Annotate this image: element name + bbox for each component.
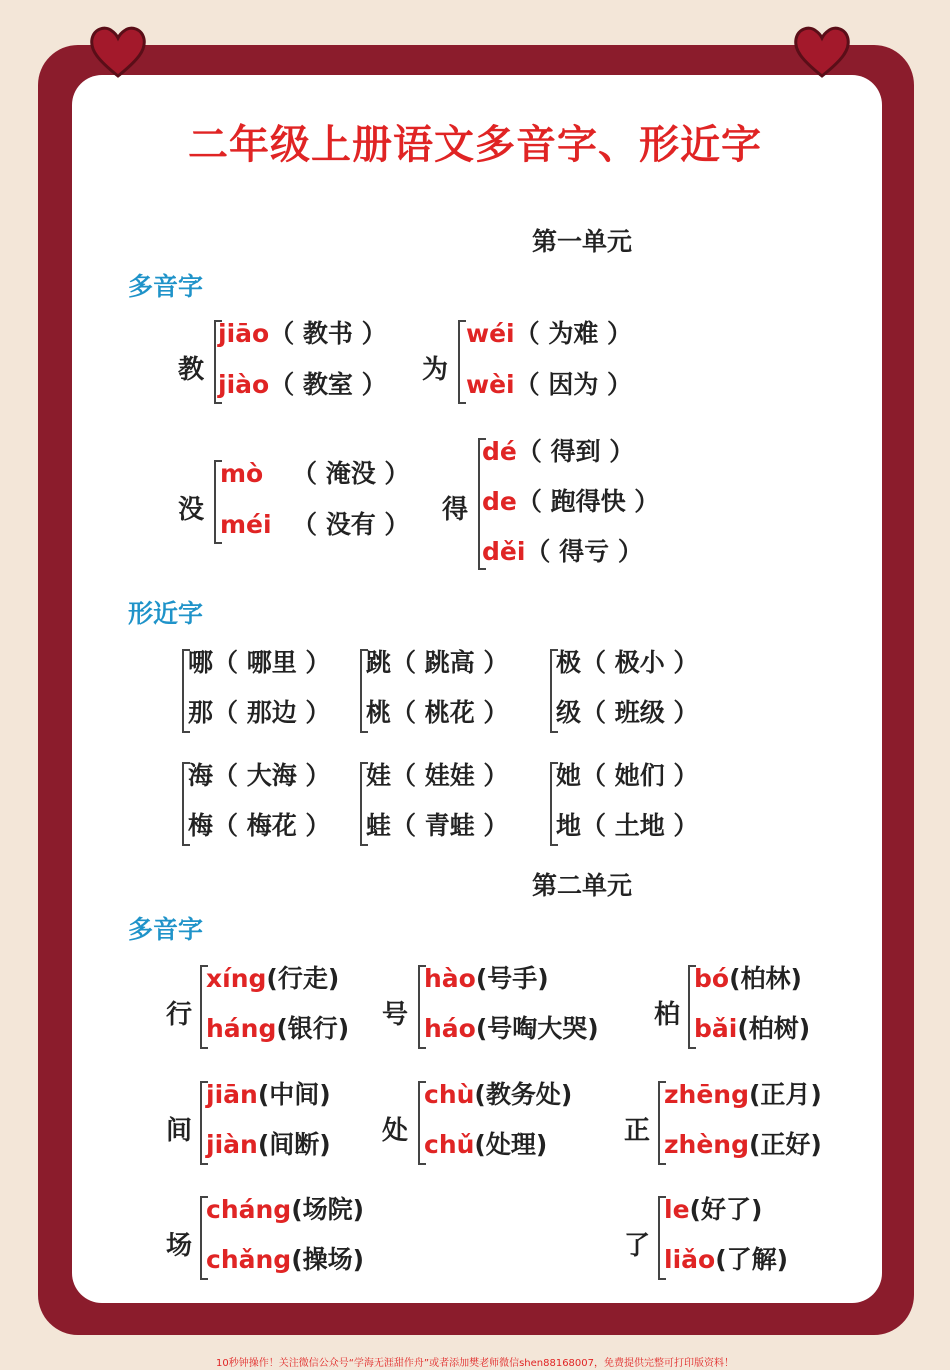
example-word: （ 教书 ） [269,319,387,348]
reading-row [424,963,549,995]
example-word: (操场) [291,1245,365,1274]
example-word: (了解) [715,1245,789,1274]
similar-row: 海（ 大海 ） [188,761,331,790]
example-word: (中间) [257,1080,331,1109]
polyphone-char: 号 [382,1000,409,1030]
polyphone-char: 场 [166,1231,193,1261]
reading-row [664,1129,822,1161]
example-word: (正好) [749,1130,822,1159]
pinyin: wéi [466,319,515,348]
example-word: (银行) [276,1014,350,1043]
example-word: （ 为难 ） [514,319,633,348]
pinyin: jiāo [218,319,270,348]
reading-row [206,1079,331,1111]
polyphone-char: 得 [442,495,469,525]
pinyin: de [482,487,517,516]
reading-row [206,1013,349,1045]
example-word: (柏林) [729,964,802,993]
reading-row [482,536,643,568]
example-word: (场院) [291,1195,365,1224]
similar-row: 跳（ 跳高 ） [366,648,509,677]
example-word: （ 淹没 ） [292,459,410,488]
reading-row [206,1244,364,1276]
pinyin: wèi [466,370,515,399]
reading-row [664,1079,822,1111]
pinyin: zhēng [664,1080,749,1109]
example-word: (正月) [749,1080,822,1109]
example-word: (处理) [474,1130,548,1159]
reading-row [694,963,802,995]
footer-note: 10秒钟操作！关注微信公众号“学海无涯甜作舟”或者添加樊老师微信shen88168007，免费提供完整可打印版资料！ [215,1358,735,1369]
reading-row [218,369,387,401]
pinyin: chù [424,1080,475,1109]
polyphone-char: 柏 [654,1000,681,1030]
similar-row: 她（ 她们 ） [556,761,699,790]
reading-row [206,1194,364,1226]
example-word: （ 因为 ） [514,370,633,399]
example-word: (教务处) [474,1080,573,1109]
pinyin: zhèng [664,1130,749,1159]
pinyin: chǎng [206,1245,292,1274]
similar-row: 极（ 极小 ） [556,648,699,677]
example-word: (号手) [475,964,549,993]
similar-row: 蛙（ 青蛙 ） [366,811,509,840]
example-word: (好了) [689,1195,763,1224]
pinyin: le [664,1195,690,1224]
polyphone-char: 为 [422,355,449,385]
example-word: (行走) [266,964,340,993]
example-word: （ 得亏 ） [525,537,643,566]
similar-row: 娃（ 娃娃 ） [366,761,509,790]
polyphone-char: 行 [166,1000,193,1030]
pinyin: jiàn [206,1130,258,1159]
similar-row: 级（ 班级 ） [556,698,699,727]
polyphone-char: 了 [624,1231,651,1261]
worksheet-paper [72,75,882,1303]
polyphone-char: 间 [166,1116,193,1146]
section-label-polyphonic: 多音字 [128,272,204,301]
similar-row: 哪（ 哪里 ） [188,648,331,677]
pinyin: jiào [218,370,270,399]
heart-icon [792,22,852,82]
reading-row [206,963,339,995]
pinyin: háo [424,1014,476,1043]
reading-row [482,486,659,518]
pinyin: dé [482,437,517,466]
pinyin: bó [694,964,730,993]
pinyin: děi [482,537,526,566]
example-word: （ 得到 ） [516,437,635,466]
similar-row: 地（ 土地 ） [556,811,699,840]
example-word: (间断) [257,1130,331,1159]
pinyin: cháng [206,1195,292,1224]
reading-row [466,369,632,401]
example-word: (号啕大哭) [475,1014,599,1043]
pinyin: jiān [206,1080,258,1109]
pinyin: chǔ [424,1130,475,1159]
reading-row [206,1129,331,1161]
example-word: （ 教室 ） [269,370,387,399]
pinyin: hào [424,964,476,993]
pinyin: bǎi [694,1014,738,1043]
example-word: （ 跑得快 ） [516,487,660,516]
pinyin: mò [220,459,264,488]
reading-row [220,509,409,541]
reading-row [424,1129,547,1161]
polyphone-char: 教 [178,355,205,385]
polyphone-char: 没 [178,495,205,525]
reading-row [424,1079,572,1111]
brace [458,320,466,404]
reading-row [664,1244,788,1276]
section-label-polyphonic: 多音字 [128,915,204,944]
reading-row [482,436,634,468]
reading-row [218,318,387,350]
pinyin: méi [220,510,272,539]
pinyin: xíng [206,964,267,993]
similar-row: 梅（ 梅花 ） [188,811,331,840]
polyphone-char: 处 [382,1116,409,1146]
polyphone-char: 正 [624,1116,651,1146]
unit-heading: 第一单元 [532,227,633,256]
pinyin: háng [206,1014,277,1043]
similar-row: 桃（ 桃花 ） [366,698,509,727]
unit-heading: 第二单元 [532,871,633,900]
reading-row [220,458,409,490]
page-title: 二年级上册语文多音字、形近字 [188,122,762,168]
reading-row [466,318,632,350]
pinyin: liǎo [664,1245,716,1274]
similar-row: 那（ 那边 ） [188,698,331,727]
reading-row [424,1013,599,1045]
example-word: （ 没有 ） [292,510,410,539]
reading-row [664,1194,762,1226]
heart-icon [88,22,148,82]
example-word: (柏树) [737,1014,811,1043]
reading-row [694,1013,810,1045]
section-label-similar: 形近字 [128,599,204,628]
